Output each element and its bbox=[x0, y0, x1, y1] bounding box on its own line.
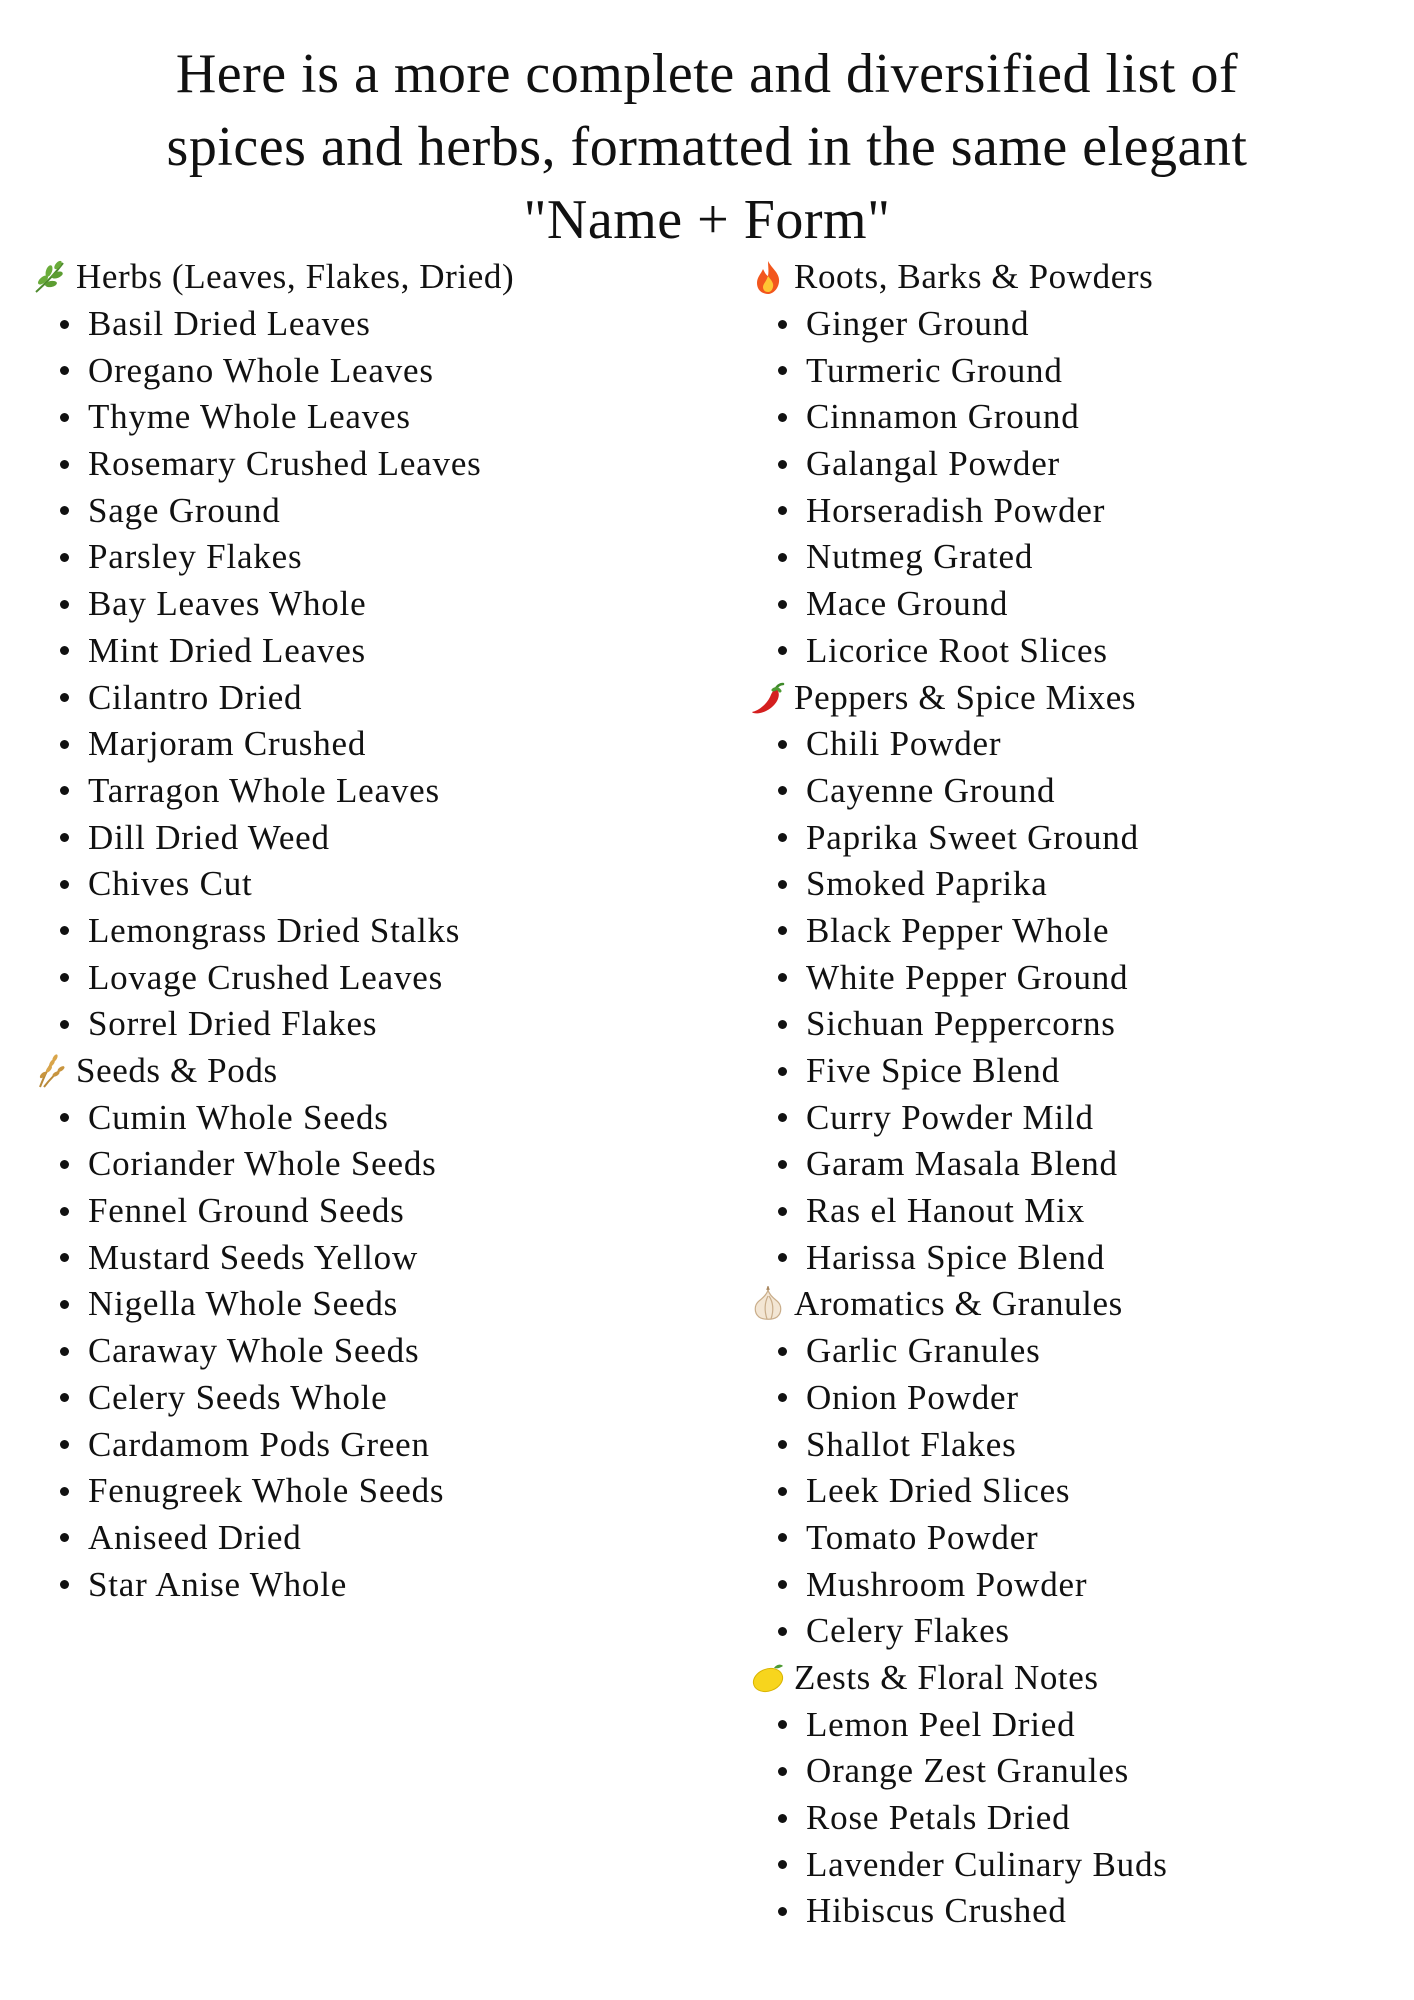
section-aromatics bbox=[748, 1281, 1388, 1655]
garlic-icon bbox=[748, 1284, 788, 1324]
list-item: Celery Flakes bbox=[748, 1608, 1388, 1655]
list-item: Lavender Culinary Buds bbox=[748, 1841, 1388, 1888]
list-item: Five Spice Blend bbox=[748, 1048, 1388, 1095]
list-item: Onion Powder bbox=[748, 1375, 1388, 1422]
list-item: Cumin Whole Seeds bbox=[30, 1094, 710, 1141]
section-heading-label: Zests & Floral Notes bbox=[794, 1657, 1099, 1697]
list-item: Mint Dried Leaves bbox=[30, 628, 710, 675]
list-item: Sichuan Peppercorns bbox=[748, 1001, 1388, 1048]
list-item: Harissa Spice Blend bbox=[748, 1234, 1388, 1281]
list-item: Oregano Whole Leaves bbox=[30, 347, 710, 394]
list-item: Celery Seeds Whole bbox=[30, 1375, 710, 1422]
list-item: Garam Masala Blend bbox=[748, 1141, 1388, 1188]
section-heading bbox=[30, 254, 710, 301]
list-item: Mushroom Powder bbox=[748, 1561, 1388, 1608]
list-item: Mace Ground bbox=[748, 581, 1388, 628]
list-item: Fenugreek Whole Seeds bbox=[30, 1468, 710, 1515]
list-item: Smoked Paprika bbox=[748, 861, 1388, 908]
list-item: Black Pepper Whole bbox=[748, 908, 1388, 955]
fire-icon bbox=[748, 257, 788, 297]
peppers-list bbox=[748, 721, 1388, 1281]
list-item: Paprika Sweet Ground bbox=[748, 814, 1388, 861]
list-item: Orange Zest Granules bbox=[748, 1748, 1388, 1795]
zests-list bbox=[748, 1701, 1388, 1934]
list-item: Turmeric Ground bbox=[748, 347, 1388, 394]
section-zests bbox=[748, 1655, 1388, 1935]
section-seeds bbox=[30, 1048, 710, 1608]
left-column bbox=[30, 254, 710, 1608]
list-item: Cinnamon Ground bbox=[748, 394, 1388, 441]
list-item: Nutmeg Grated bbox=[748, 534, 1388, 581]
list-item: Cayenne Ground bbox=[748, 768, 1388, 815]
list-item: Garlic Granules bbox=[748, 1328, 1388, 1375]
list-item: Tarragon Whole Leaves bbox=[30, 768, 710, 815]
list-item: Thyme Whole Leaves bbox=[30, 394, 710, 441]
list-item: Licorice Root Slices bbox=[748, 628, 1388, 675]
right-column bbox=[748, 254, 1388, 1935]
grain-stalk-icon bbox=[30, 1051, 70, 1091]
list-item: Caraway Whole Seeds bbox=[30, 1328, 710, 1375]
list-item: Bay Leaves Whole bbox=[30, 581, 710, 628]
list-item: White Pepper Ground bbox=[748, 954, 1388, 1001]
list-item: Mustard Seeds Yellow bbox=[30, 1234, 710, 1281]
section-heading-label: Roots, Barks & Powders bbox=[794, 257, 1154, 297]
section-roots bbox=[748, 254, 1388, 674]
list-item: Ras el Hanout Mix bbox=[748, 1188, 1388, 1235]
list-item: Cilantro Dried bbox=[30, 674, 710, 721]
list-item: Chili Powder bbox=[748, 721, 1388, 768]
list-item: Rose Petals Dried bbox=[748, 1795, 1388, 1842]
section-heading bbox=[748, 1655, 1388, 1702]
list-item: Marjoram Crushed bbox=[30, 721, 710, 768]
seeds-list bbox=[30, 1094, 710, 1608]
list-item: Curry Powder Mild bbox=[748, 1094, 1388, 1141]
section-heading bbox=[748, 674, 1388, 721]
list-item: Galangal Powder bbox=[748, 441, 1388, 488]
list-item: Shallot Flakes bbox=[748, 1421, 1388, 1468]
section-heading-label: Herbs (Leaves, Flakes, Dried) bbox=[76, 257, 515, 297]
list-item: Aniseed Dried bbox=[30, 1515, 710, 1562]
list-item: Basil Dried Leaves bbox=[30, 301, 710, 348]
list-item: Chives Cut bbox=[30, 861, 710, 908]
section-heading bbox=[748, 254, 1388, 301]
list-item: Sorrel Dried Flakes bbox=[30, 1001, 710, 1048]
list-item: Cardamom Pods Green bbox=[30, 1421, 710, 1468]
section-herbs bbox=[30, 254, 710, 1048]
section-heading-label: Aromatics & Granules bbox=[794, 1284, 1123, 1324]
list-item: Dill Dried Weed bbox=[30, 814, 710, 861]
list-item: Star Anise Whole bbox=[30, 1561, 710, 1608]
chili-pepper-icon bbox=[748, 678, 788, 718]
section-heading-label: Seeds & Pods bbox=[76, 1051, 278, 1091]
section-heading bbox=[748, 1281, 1388, 1328]
herbs-list bbox=[30, 301, 710, 1048]
list-item: Sage Ground bbox=[30, 487, 710, 534]
aromatics-list bbox=[748, 1328, 1388, 1655]
list-item: Lemongrass Dried Stalks bbox=[30, 908, 710, 955]
list-item: Ginger Ground bbox=[748, 301, 1388, 348]
list-item: Parsley Flakes bbox=[30, 534, 710, 581]
list-item: Lovage Crushed Leaves bbox=[30, 954, 710, 1001]
section-heading bbox=[30, 1048, 710, 1095]
roots-list bbox=[748, 301, 1388, 675]
list-item: Fennel Ground Seeds bbox=[30, 1188, 710, 1235]
page-title: Here is a more complete and diversified list of spices and herbs, formatted in the same elegant "Name + Form" bbox=[166, 43, 1248, 251]
list-item: Tomato Powder bbox=[748, 1515, 1388, 1562]
list-item: Coriander Whole Seeds bbox=[30, 1141, 710, 1188]
lemon-icon bbox=[748, 1658, 788, 1698]
list-item: Leek Dried Slices bbox=[748, 1468, 1388, 1515]
list-item: Hibiscus Crushed bbox=[748, 1888, 1388, 1935]
list-item: Rosemary Crushed Leaves bbox=[30, 441, 710, 488]
list-item: Horseradish Powder bbox=[748, 487, 1388, 534]
list-item: Nigella Whole Seeds bbox=[30, 1281, 710, 1328]
section-peppers bbox=[748, 674, 1388, 1281]
herb-leaf-icon bbox=[30, 257, 70, 297]
list-item: Lemon Peel Dried bbox=[748, 1701, 1388, 1748]
section-heading-label: Peppers & Spice Mixes bbox=[794, 677, 1137, 717]
